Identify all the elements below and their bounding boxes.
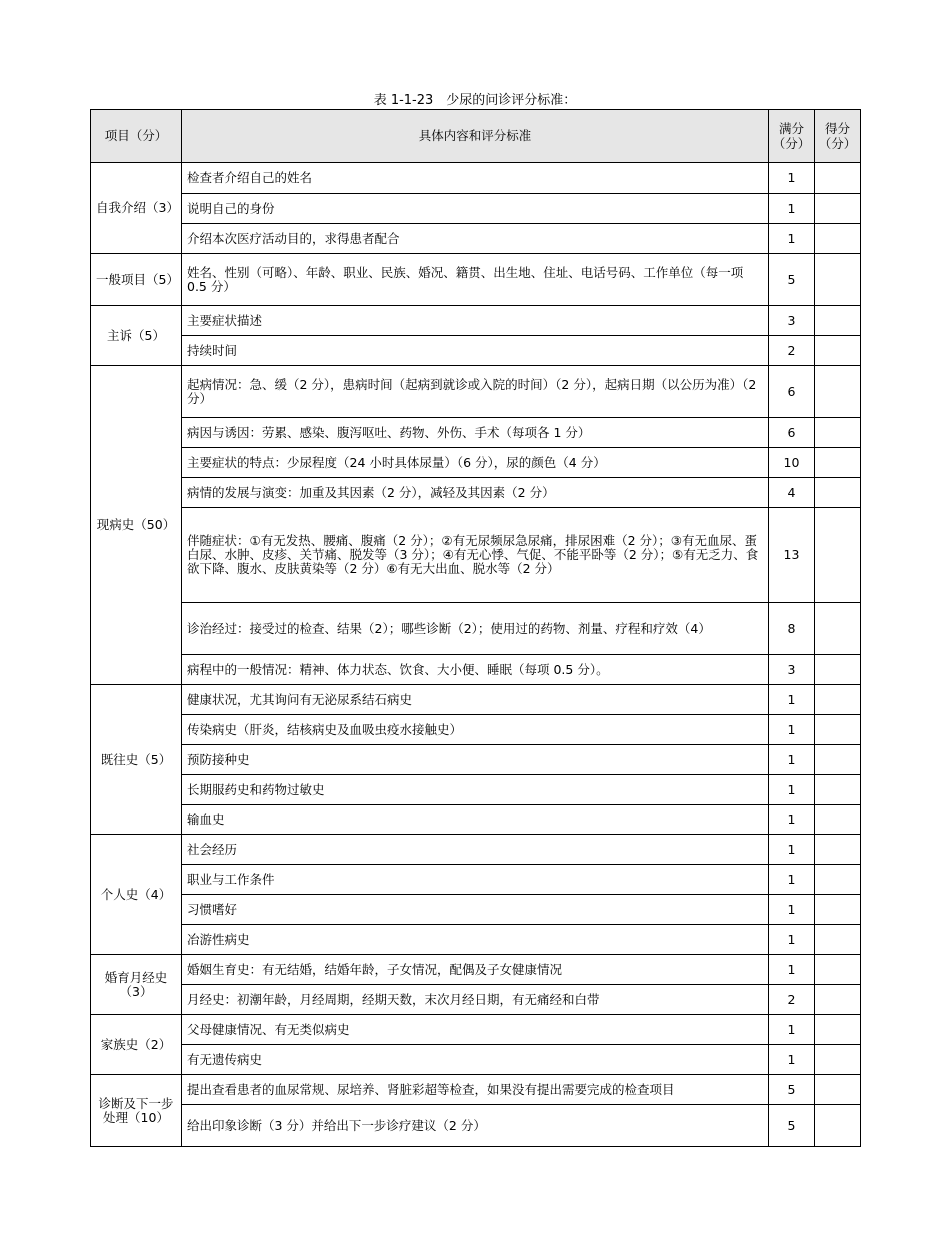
earned-score-cell[interactable] [815, 163, 861, 194]
table-row [91, 1075, 861, 1105]
criteria-cell: 介绍本次医疗活动目的，求得患者配合 [182, 224, 769, 254]
table-row [91, 1015, 861, 1045]
full-score-cell: 6 [769, 366, 815, 418]
earned-score-cell[interactable] [815, 685, 861, 715]
table-row [91, 306, 861, 336]
table-row [91, 254, 861, 306]
table-header-row [91, 110, 861, 163]
table-row [91, 1105, 861, 1147]
category-cell: 自我介绍（3） [91, 163, 182, 254]
earned-score-cell[interactable] [815, 306, 861, 336]
table-row [91, 715, 861, 745]
criteria-cell: 预防接种史 [182, 745, 769, 775]
earned-score-cell[interactable] [815, 1015, 861, 1045]
full-score-cell: 6 [769, 418, 815, 448]
full-score-cell: 5 [769, 1075, 815, 1105]
criteria-cell: 主要症状描述 [182, 306, 769, 336]
criteria-cell: 检查者介绍自己的姓名 [182, 163, 769, 194]
earned-score-cell[interactable] [815, 805, 861, 835]
criteria-cell: 有无遗传病史 [182, 1045, 769, 1075]
full-score-cell: 1 [769, 925, 815, 955]
criteria-cell: 给出印象诊断（3 分）并给出下一步诊疗建议（2 分） [182, 1105, 769, 1147]
full-score-cell: 5 [769, 1105, 815, 1147]
earned-score-cell[interactable] [815, 835, 861, 865]
criteria-cell: 提出查看患者的血尿常规、尿培养、肾脏彩超等检查，如果没有提出需要完成的检查项目 [182, 1075, 769, 1105]
criteria-cell: 病情的发展与演变：加重及其因素（2 分），减轻及其因素（2 分） [182, 478, 769, 508]
category-cell: 主诉（5） [91, 306, 182, 366]
full-score-cell: 13 [769, 508, 815, 603]
full-score-cell: 3 [769, 306, 815, 336]
earned-score-cell[interactable] [815, 1075, 861, 1105]
category-cell: 家族史（2） [91, 1015, 182, 1075]
earned-score-cell[interactable] [815, 865, 861, 895]
earned-score-cell[interactable] [815, 1105, 861, 1147]
table-row [91, 985, 861, 1015]
earned-score-cell[interactable] [815, 715, 861, 745]
full-score-cell: 1 [769, 835, 815, 865]
full-score-cell: 1 [769, 745, 815, 775]
table-row [91, 194, 861, 224]
earned-score-cell[interactable] [815, 448, 861, 478]
earned-score-cell[interactable] [815, 508, 861, 603]
category-cell: 个人史（4） [91, 835, 182, 955]
criteria-cell: 病因与诱因：劳累、感染、腹泻呕吐、药物、外伤、手术（每项各 1 分） [182, 418, 769, 448]
earned-score-cell[interactable] [815, 655, 861, 685]
earned-score-cell[interactable] [815, 955, 861, 985]
full-score-cell: 1 [769, 1015, 815, 1045]
earned-score-cell[interactable] [815, 925, 861, 955]
table-row [91, 418, 861, 448]
table-row [91, 775, 861, 805]
criteria-cell: 持续时间 [182, 336, 769, 366]
full-score-cell: 5 [769, 254, 815, 306]
full-score-cell: 1 [769, 224, 815, 254]
earned-score-cell[interactable] [815, 478, 861, 508]
table-row [91, 508, 861, 603]
criteria-cell: 月经史：初潮年龄，月经周期，经期天数，末次月经日期，有无痛经和白带 [182, 985, 769, 1015]
criteria-cell: 传染病史（肝炎，结核病史及血吸虫疫水接触史） [182, 715, 769, 745]
table-body [91, 163, 861, 1147]
table-row [91, 685, 861, 715]
earned-score-cell[interactable] [815, 1045, 861, 1075]
earned-score-cell[interactable] [815, 775, 861, 805]
header-got-score: 得分（分） [815, 110, 861, 163]
table-row [91, 655, 861, 685]
full-score-cell: 1 [769, 865, 815, 895]
earned-score-cell[interactable] [815, 224, 861, 254]
earned-score-cell[interactable] [815, 745, 861, 775]
table-row [91, 835, 861, 865]
full-score-cell: 1 [769, 194, 815, 224]
criteria-cell: 职业与工作条件 [182, 865, 769, 895]
table-row [91, 336, 861, 366]
criteria-cell: 起病情况：急、缓（2 分），患病时间（起病到就诊或入院的时间）（2 分），起病日期（以公历为准）（2 分） [182, 366, 769, 418]
header-content: 具体内容和评分标准 [182, 110, 769, 163]
earned-score-cell[interactable] [815, 985, 861, 1015]
criteria-cell: 习惯嗜好 [182, 895, 769, 925]
table-row [91, 366, 861, 418]
earned-score-cell[interactable] [815, 418, 861, 448]
full-score-cell: 1 [769, 1045, 815, 1075]
full-score-cell: 2 [769, 336, 815, 366]
category-cell: 现病史（50） [91, 366, 182, 685]
criteria-cell: 病程中的一般情况：精神、体力状态、饮食、大小便、睡眠（每项 0.5 分）。 [182, 655, 769, 685]
full-score-cell: 1 [769, 163, 815, 194]
table-row [91, 1045, 861, 1075]
criteria-cell: 父母健康情况、有无类似病史 [182, 1015, 769, 1045]
full-score-cell: 8 [769, 603, 815, 655]
criteria-cell: 社会经历 [182, 835, 769, 865]
table-row [91, 865, 861, 895]
full-score-cell: 1 [769, 805, 815, 835]
criteria-cell: 姓名、性别（可略）、年龄、职业、民族、婚况、籍贯、出生地、住址、电话号码、工作单位（每一项 0.5 分） [182, 254, 769, 306]
criteria-cell: 婚姻生育史：有无结婚，结婚年龄，子女情况，配偶及子女健康情况 [182, 955, 769, 985]
full-score-cell: 1 [769, 715, 815, 745]
criteria-cell: 主要症状的特点：少尿程度（24 小时具体尿量）（6 分），尿的颜色（4 分） [182, 448, 769, 478]
header-item: 项目（分） [91, 110, 182, 163]
header-full-score: 满分（分） [769, 110, 815, 163]
category-cell: 婚育月经史（3） [91, 955, 182, 1015]
criteria-cell: 冶游性病史 [182, 925, 769, 955]
table-row [91, 925, 861, 955]
category-cell: 一般项目（5） [91, 254, 182, 306]
criteria-cell: 伴随症状：①有无发热、腰痛、腹痛（2 分）；②有无尿频尿急尿痛，排尿困难（2 分）；③有无血尿、蛋白尿、水肿、皮疹、关节痛、脱发等（3 分）；④有无心悸、气促、不能平卧等（2 分）；⑤有无乏力、食欲下降、腹水、皮肤黄染等（2 分）⑥有无大出血、脱水等（2 分） [182, 508, 769, 603]
earned-score-cell[interactable] [815, 603, 861, 655]
criteria-cell: 长期服药史和药物过敏史 [182, 775, 769, 805]
full-score-cell: 1 [769, 775, 815, 805]
table-caption: 表 1-1-23 少尿的问诊评分标准： [373, 93, 577, 108]
earned-score-cell[interactable] [815, 254, 861, 306]
table-row [91, 955, 861, 985]
full-score-cell: 1 [769, 895, 815, 925]
category-cell: 既往史（5） [91, 685, 182, 835]
table-row [91, 478, 861, 508]
full-score-cell: 3 [769, 655, 815, 685]
full-score-cell: 10 [769, 448, 815, 478]
table-row [91, 805, 861, 835]
earned-score-cell[interactable] [815, 895, 861, 925]
full-score-cell: 4 [769, 478, 815, 508]
earned-score-cell[interactable] [815, 194, 861, 224]
category-cell: 诊断及下一步处理（10） [91, 1075, 182, 1147]
table-row [91, 163, 861, 194]
full-score-cell: 2 [769, 985, 815, 1015]
full-score-cell: 1 [769, 685, 815, 715]
earned-score-cell[interactable] [815, 366, 861, 418]
criteria-cell: 说明自己的身份 [182, 194, 769, 224]
table-row [91, 224, 861, 254]
criteria-cell: 诊治经过：接受过的检查、结果（2）；哪些诊断（2）；使用过的药物、剂量、疗程和疗效（4） [182, 603, 769, 655]
table-row [91, 745, 861, 775]
table-row [91, 603, 861, 655]
table-row [91, 448, 861, 478]
criteria-cell: 输血史 [182, 805, 769, 835]
earned-score-cell[interactable] [815, 336, 861, 366]
full-score-cell: 1 [769, 955, 815, 985]
criteria-cell: 健康状况，尤其询问有无泌尿系结石病史 [182, 685, 769, 715]
table-row [91, 895, 861, 925]
scoring-table [90, 109, 861, 1147]
